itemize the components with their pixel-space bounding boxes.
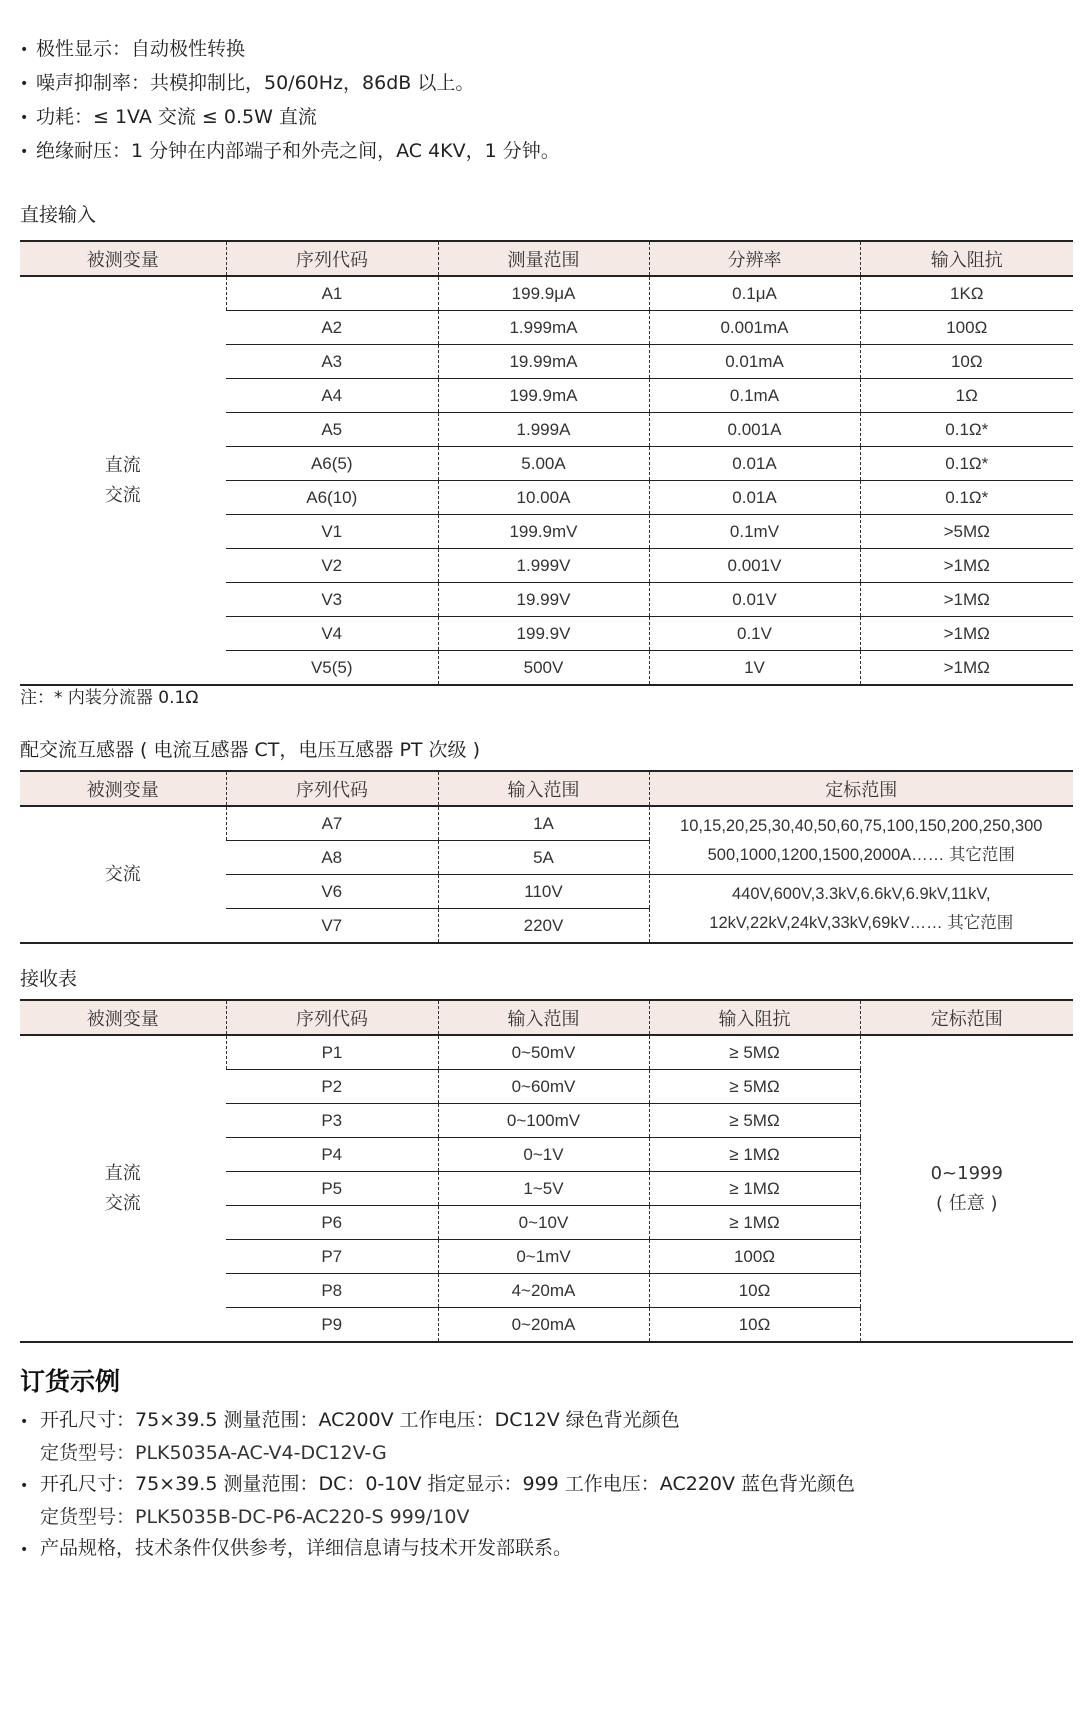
cell-line: 500,1000,1200,1500,2000A…… 其它范围	[707, 845, 1015, 864]
table-cell: 199.9V	[438, 617, 649, 651]
calibration-range	[649, 875, 1073, 944]
table-cell: 1Ω	[860, 379, 1073, 413]
cell-line: 12kV,22kV,24kV,33kV,69kV…… 其它范围	[709, 913, 1014, 932]
column-header: 定标范围	[649, 771, 1073, 806]
shunt-note: 注：* 内装分流器 0.1Ω	[20, 688, 199, 708]
cell-line: 0~1999	[930, 1162, 1003, 1184]
table-cell: 0.1μA	[649, 276, 860, 311]
table-cell: 220V	[438, 909, 649, 944]
table-cell: 0~1mV	[438, 1240, 649, 1274]
table-cell: 0.001mA	[649, 311, 860, 345]
ct-title: 配交流互感器 ( 电流互感器 CT，电压互感器 PT 次级 )	[20, 739, 480, 761]
table-cell: 10.00A	[438, 481, 649, 515]
table-cell: P7	[226, 1240, 438, 1274]
cell-line: 10,15,20,25,30,40,50,60,75,100,150,200,250,300	[680, 816, 1043, 835]
table-cell: A8	[226, 841, 438, 875]
table-cell: >1MΩ	[860, 583, 1073, 617]
table-cell: P6	[226, 1206, 438, 1240]
table-cell: 0.01A	[649, 481, 860, 515]
table-cell: >5MΩ	[860, 515, 1073, 549]
table-cell: P5	[226, 1172, 438, 1206]
bullet-icon: •	[20, 41, 29, 58]
table-cell: A6(5)	[226, 447, 438, 481]
table-cell: 0.01A	[649, 447, 860, 481]
table-cell: 0.1V	[649, 617, 860, 651]
table-cell: A1	[226, 276, 438, 311]
table-cell: 0.1Ω*	[860, 447, 1073, 481]
table-cell: 1V	[649, 651, 860, 686]
column-header: 输入范围	[438, 771, 649, 806]
table-cell: 0.1mV	[649, 515, 860, 549]
table-cell: >1MΩ	[860, 617, 1073, 651]
order-item: • 开孔尺寸：75×39.5 测量范围：AC200V 工作电压：DC12V 绿色背光颜色	[20, 1405, 855, 1438]
table-cell: V1	[226, 515, 438, 549]
table-cell: 199.9μA	[438, 276, 649, 311]
table-cell: ≥ 1MΩ	[649, 1138, 860, 1172]
spec-item: • 绝缘耐压：1 分钟在内部端子和外壳之间，AC 4KV，1 分钟。	[20, 134, 560, 168]
table-cell: V4	[226, 617, 438, 651]
bullet-icon: •	[20, 109, 29, 126]
table-cell: 0~20mA	[438, 1308, 649, 1343]
table-cell: P1	[226, 1035, 438, 1070]
table-cell: 5.00A	[438, 447, 649, 481]
bullet-icon: •	[20, 143, 29, 160]
table-cell: P2	[226, 1070, 438, 1104]
table-cell: 10Ω	[860, 345, 1073, 379]
table-cell: 4~20mA	[438, 1274, 649, 1308]
spec-item: • 功耗：≤ 1VA 交流 ≤ 0.5W 直流	[20, 100, 560, 134]
table-row	[20, 276, 1073, 311]
table-cell: 100Ω	[860, 311, 1073, 345]
column-header: 被测变量	[20, 1000, 226, 1035]
table-cell: 1.999mA	[438, 311, 649, 345]
calibration-range	[860, 1035, 1073, 1342]
column-header: 序列代码	[226, 771, 438, 806]
table-cell: A6(10)	[226, 481, 438, 515]
measured-variable: 交流	[20, 806, 226, 943]
table-cell: 0~100mV	[438, 1104, 649, 1138]
table-cell: 0.001A	[649, 413, 860, 447]
direct-input-title: 直接输入	[20, 204, 97, 226]
spec-item: • 噪声抑制率：共模抑制比，50/60Hz，86dB 以上。	[20, 66, 560, 100]
table-cell: 10Ω	[649, 1274, 860, 1308]
table-cell: 199.9mA	[438, 379, 649, 413]
receiver-title: 接收表	[20, 968, 78, 990]
table-cell: ≥ 1MΩ	[649, 1172, 860, 1206]
table-cell: 110V	[438, 875, 649, 909]
table-cell: A7	[226, 806, 438, 841]
column-header: 输入阻抗	[860, 241, 1073, 276]
cell-line: ( 任意 )	[936, 1192, 998, 1214]
measured-variable	[20, 276, 226, 685]
column-header: 定标范围	[860, 1000, 1073, 1035]
column-header: 被测变量	[20, 241, 226, 276]
table-cell: V5(5)	[226, 651, 438, 686]
table-cell: 0.1Ω*	[860, 413, 1073, 447]
table-cell: 0.1mA	[649, 379, 860, 413]
ct-table	[20, 770, 1073, 944]
table-cell: ≥ 5MΩ	[649, 1104, 860, 1138]
table-cell: V2	[226, 549, 438, 583]
table-cell: 500V	[438, 651, 649, 686]
table-cell: A4	[226, 379, 438, 413]
order-item: • 产品规格，技术条件仅供参考，详细信息请与技术开发部联系。	[20, 1533, 855, 1566]
table-cell: 10Ω	[649, 1308, 860, 1343]
table-cell: 1KΩ	[860, 276, 1073, 311]
table-cell: 19.99V	[438, 583, 649, 617]
table-cell: ≥ 5MΩ	[649, 1070, 860, 1104]
column-header: 被测变量	[20, 771, 226, 806]
table-cell: P8	[226, 1274, 438, 1308]
table-cell: >1MΩ	[860, 549, 1073, 583]
table-cell: 0~1V	[438, 1138, 649, 1172]
table-cell: P9	[226, 1308, 438, 1343]
order-list	[20, 1405, 855, 1566]
cell-line: 直流	[104, 1162, 141, 1184]
order-example-title: 订货示例	[20, 1367, 121, 1396]
table-cell: P4	[226, 1138, 438, 1172]
bullet-icon: •	[20, 1414, 29, 1430]
table-cell: V6	[226, 875, 438, 909]
bullet-icon: •	[20, 75, 29, 92]
order-model: 定货型号：PLK5035B-DC-P6-AC220-S 999/10V	[40, 1506, 470, 1528]
table-row	[20, 806, 1073, 841]
table-cell: 19.99mA	[438, 345, 649, 379]
table-cell: 0.01V	[649, 583, 860, 617]
table-cell: ≥ 1MΩ	[649, 1206, 860, 1240]
table-cell: >1MΩ	[860, 651, 1073, 686]
table-cell: 199.9mV	[438, 515, 649, 549]
table-cell: A2	[226, 311, 438, 345]
cell-line: 交流	[104, 484, 141, 506]
measured-variable	[20, 1035, 226, 1342]
table-cell: ≥ 5MΩ	[649, 1035, 860, 1070]
table-cell: 0~60mV	[438, 1070, 649, 1104]
column-header: 输入范围	[438, 1000, 649, 1035]
column-header: 测量范围	[438, 241, 649, 276]
table-cell: 100Ω	[649, 1240, 860, 1274]
column-header: 输入阻抗	[649, 1000, 860, 1035]
table-cell: 1.999V	[438, 549, 649, 583]
table-cell: 5A	[438, 841, 649, 875]
direct-input-table	[20, 240, 1073, 686]
column-header: 分辨率	[649, 241, 860, 276]
table-cell: 0.1Ω*	[860, 481, 1073, 515]
bullet-icon: •	[20, 1542, 29, 1558]
table-cell: 0.01mA	[649, 345, 860, 379]
table-cell: P3	[226, 1104, 438, 1138]
table-cell: 1A	[438, 806, 649, 841]
order-item: • 开孔尺寸：75×39.5 测量范围：DC：0-10V 指定显示：999 工作电压：AC220V 蓝色背光颜色	[20, 1469, 855, 1502]
table-cell: V7	[226, 909, 438, 944]
table-cell: 0.001V	[649, 549, 860, 583]
column-header: 序列代码	[226, 241, 438, 276]
column-header: 序列代码	[226, 1000, 438, 1035]
table-cell: 1.999A	[438, 413, 649, 447]
table-cell: 0~50mV	[438, 1035, 649, 1070]
cell-line: 交流	[104, 1192, 141, 1214]
cell-line: 440V,600V,3.3kV,6.6kV,6.9kV,11kV,	[732, 884, 991, 903]
calibration-range	[649, 806, 1073, 875]
table-cell: A5	[226, 413, 438, 447]
table-cell: 1~5V	[438, 1172, 649, 1206]
order-model: 定货型号：PLK5035A-AC-V4-DC12V-G	[40, 1442, 387, 1464]
spec-item: • 极性显示：自动极性转换	[20, 32, 560, 66]
cell-line: 直流	[104, 454, 141, 476]
bullet-icon: •	[20, 1478, 29, 1494]
receiver-table	[20, 999, 1073, 1343]
spec-list	[20, 32, 560, 168]
table-cell: 0~10V	[438, 1206, 649, 1240]
table-cell: V3	[226, 583, 438, 617]
table-cell: A3	[226, 345, 438, 379]
table-row	[20, 1035, 1073, 1070]
